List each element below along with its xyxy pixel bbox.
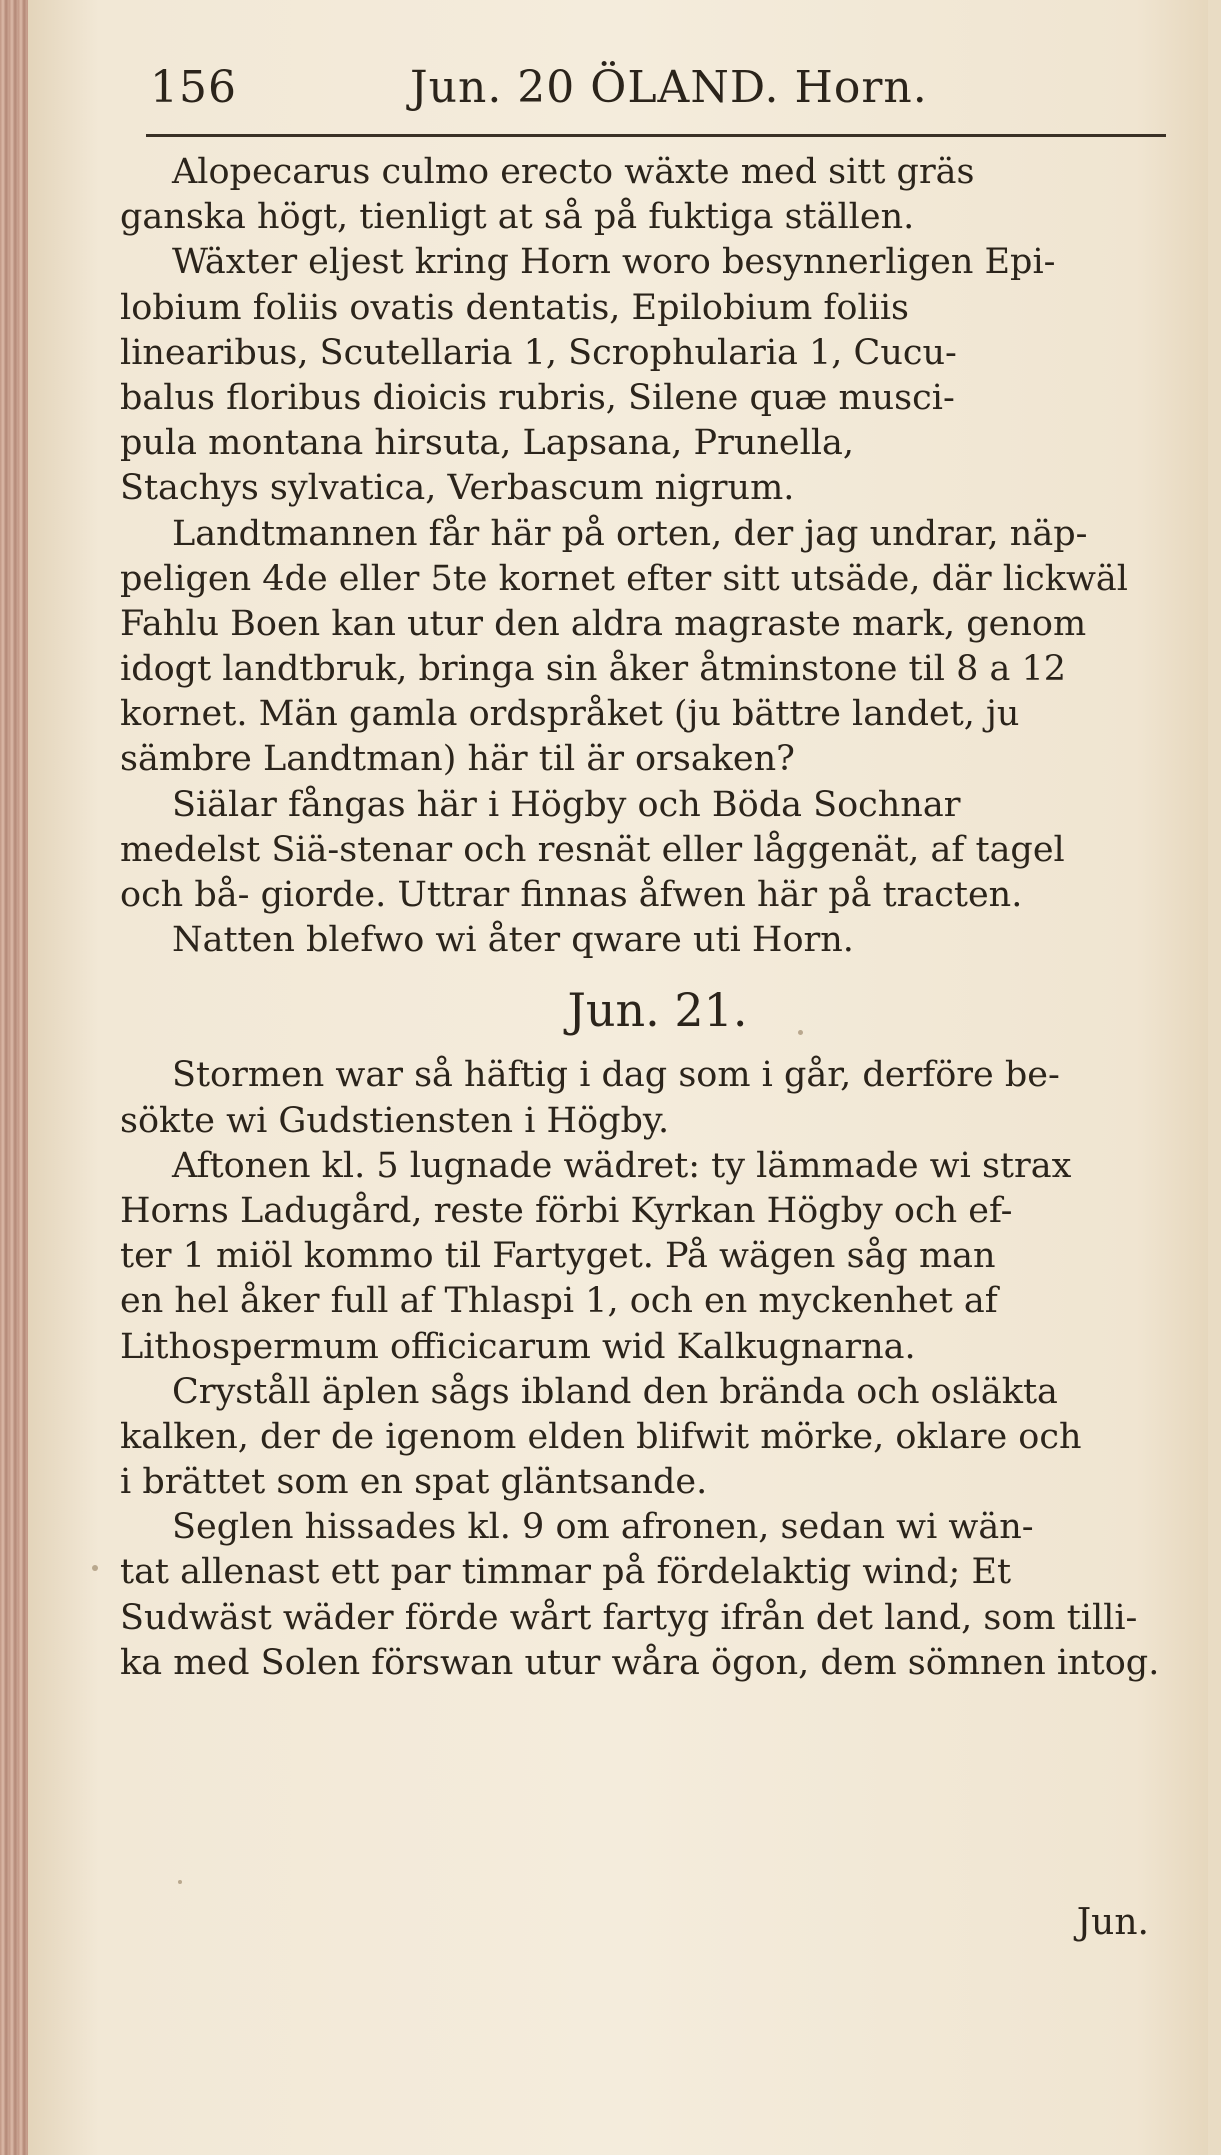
paragraph bbox=[120, 1505, 1175, 1686]
text-line: medelst Siä-stenar och resnät eller låggenät, af tagel bbox=[120, 829, 1065, 870]
text-line: Fahlu Boen kan utur den aldra magraste mark, genom bbox=[120, 603, 1087, 644]
text-line: Sudwäst wäder förde wårt fartyg ifrån det land, som tilli- bbox=[120, 1597, 1138, 1638]
text-line: pula montana hirsuta, Lapsana, Prunella, bbox=[120, 423, 855, 464]
paper-speck bbox=[178, 1880, 182, 1884]
text-line: och bå- giorde. Uttrar finnas åfwen här på tracten. bbox=[120, 875, 1023, 915]
text-line: balus floribus dioicis rubris, Silene quæ musci- bbox=[120, 377, 955, 418]
paragraph bbox=[120, 1144, 1175, 1370]
text-line: Stormen war så häftig i dag som i går, derföre be- bbox=[172, 1055, 1060, 1096]
paragraph bbox=[120, 918, 1175, 963]
text-line: Aftonen kl. 5 lugnade wädret: ty lämmade wi strax bbox=[172, 1145, 1072, 1186]
header-rule bbox=[146, 134, 1166, 137]
text-line: Alopecarus culmo erecto wäxte med sitt gräs bbox=[172, 152, 975, 192]
paragraph bbox=[120, 240, 1175, 511]
text-line: peligen 4de eller 5te kornet efter sitt utsäde, där lickwäl bbox=[120, 558, 1128, 599]
section-jun-21 bbox=[120, 1053, 1175, 1686]
paragraph bbox=[120, 783, 1175, 919]
text-line: Wäxter eljest kring Horn woro besynnerligen Epi- bbox=[172, 242, 1056, 283]
text-line: Natten blefwo wi åter qware uti Horn. bbox=[172, 920, 854, 961]
text-line: i brättet som en spat gläntsande. bbox=[120, 1462, 708, 1503]
date-heading: Jun. 21. bbox=[567, 983, 748, 1038]
text-line: ganska högt, tienligt at så på fuktiga ställen. bbox=[120, 197, 915, 238]
text-line: Stachys sylvatica, Verbascum nigrum. bbox=[120, 468, 795, 509]
paragraph bbox=[120, 1053, 1175, 1143]
text-line: Seglen hissades kl. 9 om afronen, sedan wi wän- bbox=[172, 1507, 1034, 1548]
page-header bbox=[150, 62, 1170, 122]
text-line: linearibus, Scutellaria 1, Scrophularia 1, Cucu- bbox=[120, 332, 957, 373]
text-line: tat allenast ett par timmar på fördelaktig wind; Et bbox=[120, 1552, 1012, 1593]
text-line: sökte wi Gudstiensten i Högby. bbox=[120, 1100, 670, 1141]
text-line: Cryståll äplen sågs ibland den brända och osläkta bbox=[172, 1371, 1058, 1412]
page-number: 156 bbox=[150, 62, 237, 113]
text-line: ter 1 miöl kommo til Fartyget. På wägen såg man bbox=[120, 1236, 996, 1277]
text-line: ka med Solen förswan utur wåra ögon, dem sömnen intog. bbox=[120, 1642, 1160, 1683]
text-line: Siälar fångas här i Högby och Böda Sochnar bbox=[172, 784, 961, 825]
text-line: idogt landtbruk, bringa sin åker åtminstone til 8 a 12 bbox=[120, 649, 1067, 690]
paper-speck bbox=[92, 1565, 98, 1571]
text-line: Horns Ladugård, reste förbi Kyrkan Högby och ef- bbox=[120, 1190, 1013, 1231]
catchword: Jun. bbox=[1076, 1902, 1149, 1943]
text-line: lobium foliis ovatis dentatis, Epilobium foliis bbox=[120, 287, 909, 328]
text-line: Landtmannen får här på orten, der jag undrar, näp- bbox=[172, 513, 1088, 554]
text-line: en hel åker full af Thlaspi 1, och en myckenhet af bbox=[120, 1281, 998, 1322]
running-head: Jun. 20 ÖLAND. Horn. bbox=[410, 62, 928, 113]
paragraph bbox=[120, 1370, 1175, 1506]
text-line: sämbre Landtman) här til är orsaken? bbox=[120, 739, 795, 780]
text-line: Lithospermum officicarum wid Kalkugnarna. bbox=[120, 1326, 916, 1367]
paragraph bbox=[120, 512, 1175, 783]
paragraph bbox=[120, 150, 1175, 240]
text-line: kalken, der de igenom elden blifwit mörke, oklare och bbox=[120, 1416, 1082, 1457]
page-body bbox=[120, 150, 1175, 1686]
text-line: kornet. Män gamla ordspråket (ju bättre landet, ju bbox=[120, 694, 1020, 735]
section-jun-20 bbox=[120, 150, 1175, 963]
